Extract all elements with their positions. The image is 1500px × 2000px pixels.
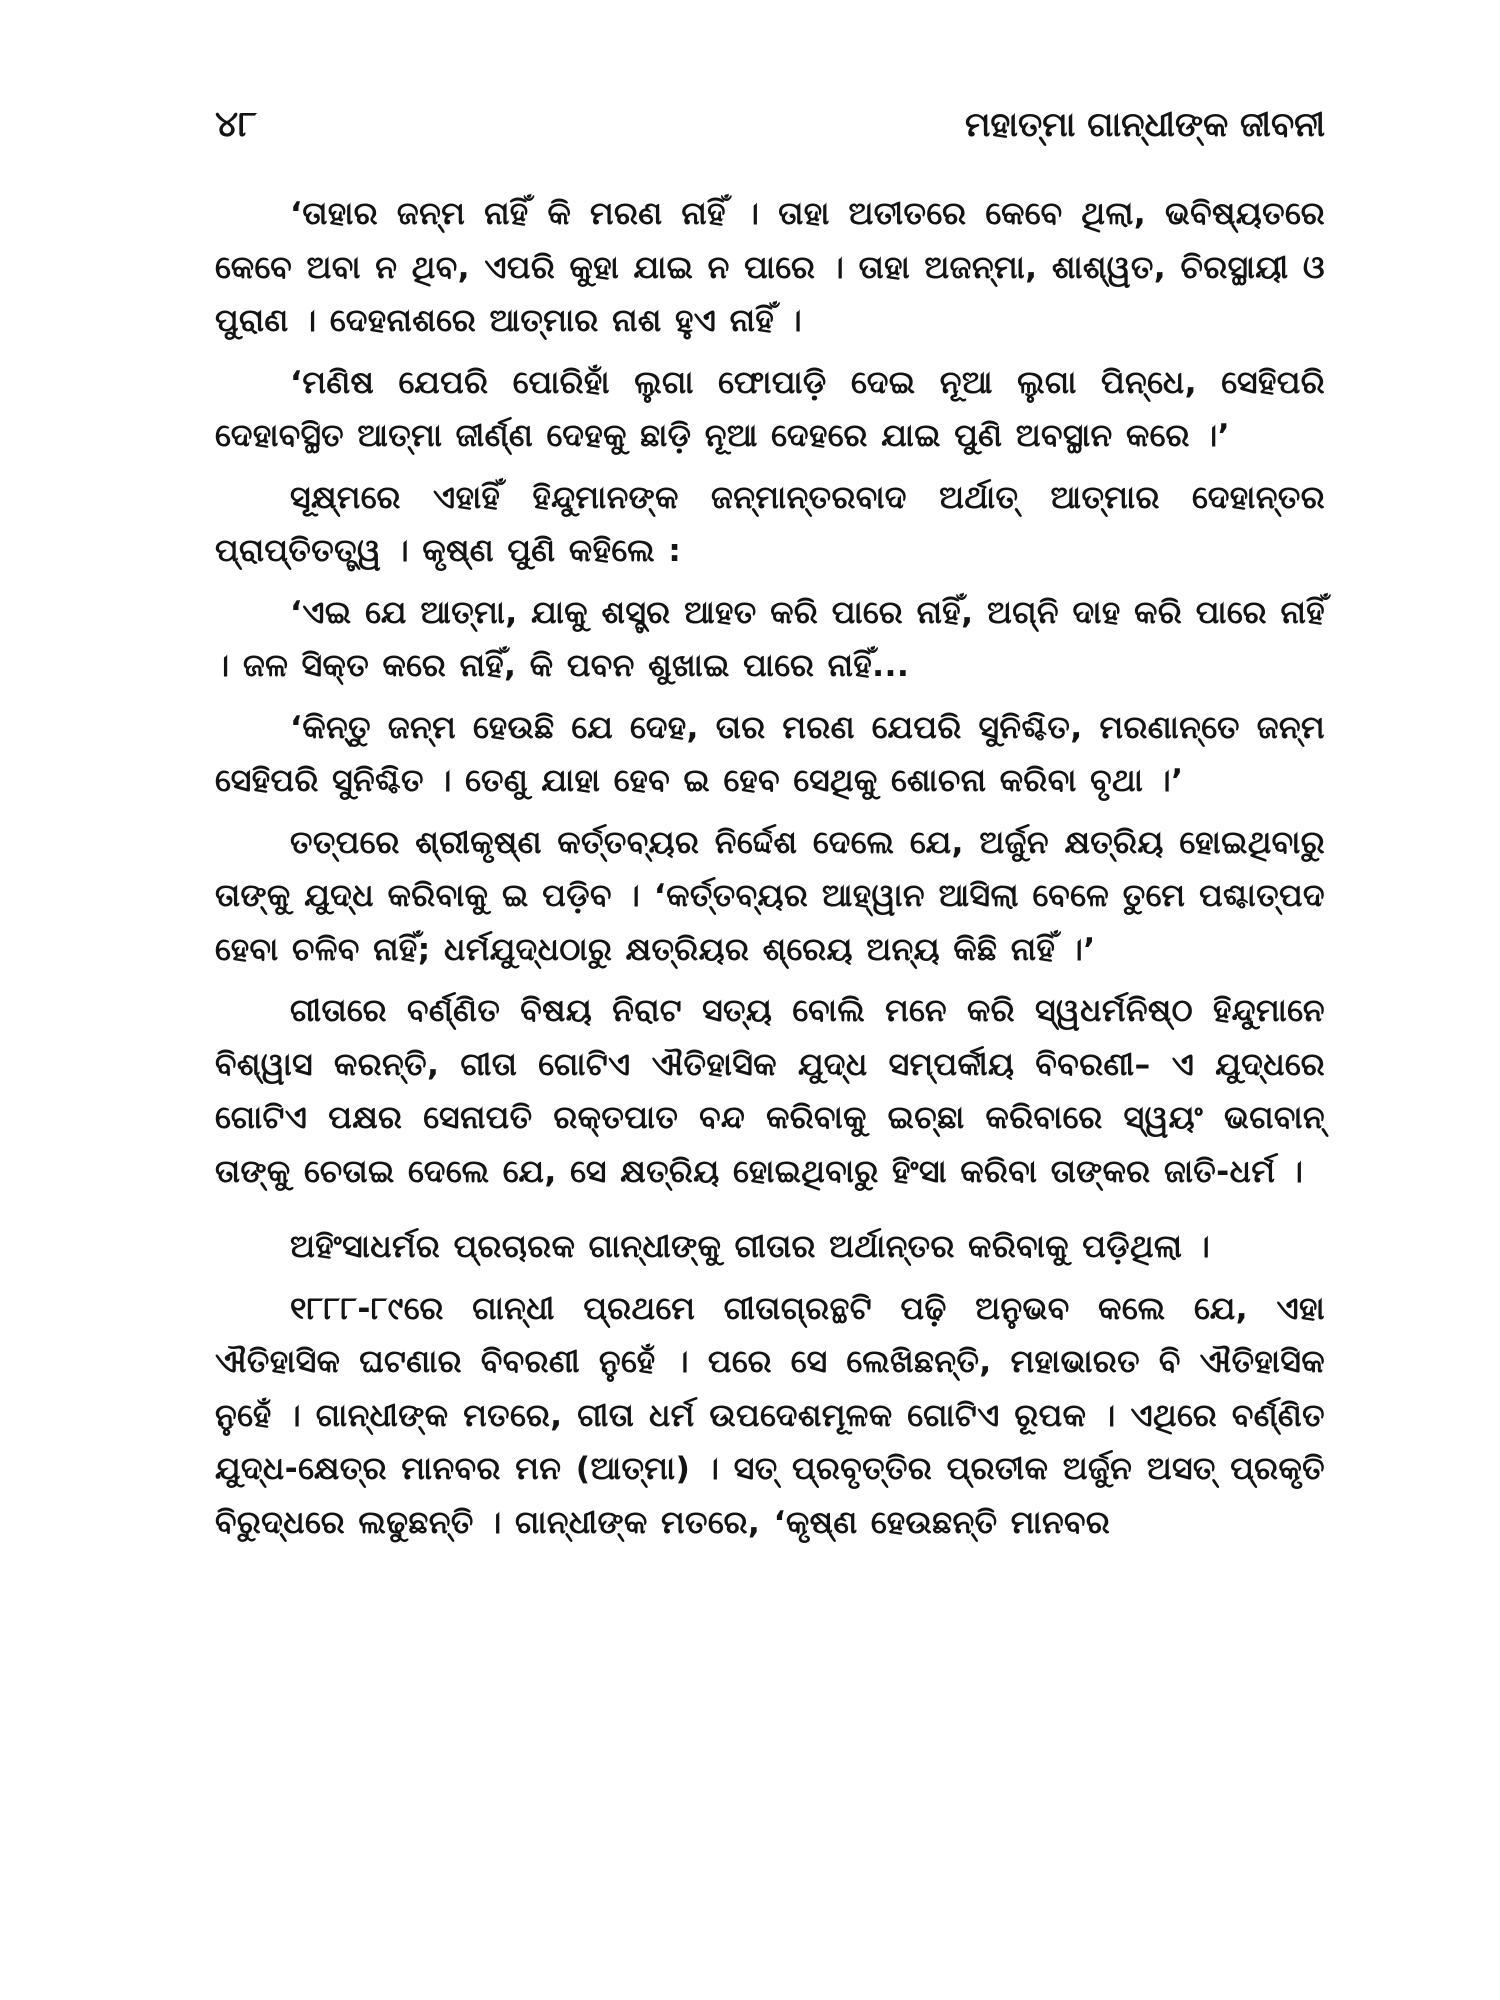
- paragraph-gita-historical-belief: ଗୀତାରେ ବର୍ଣ୍ଣିତ ବିଷୟ ନିରାଟ ସତ୍ୟ ବୋଲି ମନେ କରି ସ୍ୱଧର୍ମନିଷ୍ଠ ହିନ୍ଦୁମାନେ ବିଶ୍ୱାସ କରନ୍ତି, ଗୀତା ଗୋଟିଏ ଐତିହାସିକ ଯୁଦ୍ଧ ସମ୍ପର୍କୀୟ ବିବରଣୀ– ଏ ଯୁଦ୍ଧରେ ଗୋଟିଏ ପକ୍ଷର ସେନାପତି ରକ୍ତପାତ ବନ୍ଦ କରିବାକୁ ଇଚ୍ଛା କରିବାରେ ସ୍ୱୟଂ ଭଗବାନ୍ ତାଙ୍କୁ ଚେତାଇ ଦେଲେ ଯେ, ସେ କ୍ଷତ୍ରିୟ ହୋଇଥିବାରୁ ହିଂସା କରିବା ତାଙ୍କର ଜାତି-ଧର୍ମ ।: [215, 993, 1325, 1190]
- paragraph-rebirth-theory: ସୂକ୍ଷ୍ମରେ ଏହାହିଁ ହିନ୍ଦୁମାନଙ୍କ ଜନ୍ମାନ୍ତରବାଦ ଅର୍ଥାତ୍ ଆତ୍ମାର ଦେହାନ୍ତର ପ୍ରାପ୍ତିତତ୍ତ୍ୱ । କୃଷ୍ଣ ପୁଣି କହିଲେ :: [215, 479, 1325, 569]
- paragraph-atma-unborn: ‘ତାହାର ଜନ୍ମ ନାହିଁ କି ମରଣ ନାହିଁ । ତାହା ଅତୀତରେ କେବେ ଥିଲା, ଭବିଷ୍ୟତରେ କେବେ ଅବା ନ ଥିବ, ଏପରି କୁହା ଯାଇ ନ ପାରେ । ତାହା ଅଜନ୍ମା, ଶାଶ୍ୱତ, ଚିରସ୍ଥାୟୀ ଓ ପୁରାଣ । ଦେହନାଶରେ ଆତ୍ମାର ନାଶ ହୁଏ ନାହିଁ ।: [215, 196, 1325, 339]
- paragraph-birth-death: ‘କିନ୍ତୁ ଜନ୍ମ ହେଉଛି ଯେ ଦେହ, ତାର ମରଣ ଯେପରି ସୁନିଶ୍ଚିତ, ମରଣାନ୍ତେ ଜନ୍ମ ସେହିପରି ସୁନିଶ୍ଚିତ । ତେଣୁ ଯାହା ହେବ ଇ ହେବ ସେଥିକୁ ଶୋଚନା କରିବା ବୃଥା ।’: [215, 709, 1325, 799]
- running-head-title: ମହାତ୍ମା ଗାନ୍ଧୀଙ୍କ ଜୀବନୀ: [964, 105, 1325, 145]
- paragraph-clothes-analogy: ‘ମଣିଷ ଯେପରି ପୋରିହାଁ ଲୁଗା ଫୋପାଡ଼ି ଦେଇ ନୂଆ ଲୁଗା ପିନ୍ଧେ, ସେହିପରି ଦେହାବସ୍ଥିତ ଆତ୍ମା ଜୀର୍ଣ୍ଣ ଦେହକୁ ଛାଡ଼ି ନୂଆ ଦେହରେ ଯାଇ ପୁଣି ଅବସ୍ଥାନ କରେ ।’: [215, 364, 1325, 454]
- paragraph-atma-indestructible: ‘ଏଇ ଯେ ଆତ୍ମା, ଯାକୁ ଶସ୍ତ୍ର ଆହତ କରି ପାରେ ନାହିଁ, ଅଗ୍ନି ଦାହ କରି ପାରେ ନାହିଁ । ଜଳ ସିକ୍ତ କରେ ନାହିଁ, କି ପବନ ଶୁଖାଇ ପାରେ ନାହିଁ...: [215, 594, 1325, 684]
- paragraph-ahimsa-reinterpretation: ଅହିଂସାଧର୍ମର ପ୍ରଚାରକ ଗାନ୍ଧୀଙ୍କୁ ଗୀତାର ଅର୍ଥାନ୍ତର କରିବାକୁ ପଡ଼ିଥିଲା ।: [290, 1229, 1211, 1265]
- page-header: [215, 100, 1325, 150]
- body-text: [215, 188, 1325, 1550]
- page-number: ୪୮: [215, 104, 257, 145]
- paragraph-kshatriya-duty: ତତ୍ପରେ ଶ୍ରୀକୃଷ୍ଣ କର୍ତ୍ତବ୍ୟର ନିର୍ଦ୍ଦେଶ ଦେଲେ ଯେ, ଅର୍ଜୁନ କ୍ଷତ୍ରିୟ ହୋଇଥିବାରୁ ତାଙ୍କୁ ଯୁଦ୍ଧ କରିବାକୁ ଇ ପଡ଼ିବ । ‘କର୍ତ୍ତବ୍ୟର ଆହ୍ୱାନ ଆସିଲା ବେଳେ ତୁମେ ପଶ୍ଚାତ୍‌ପଦ ହେବା ଚଳିବ ନାହିଁ; ଧର୍ମଯୁଦ୍ଧଠାରୁ କ୍ଷତ୍ରିୟର ଶ୍ରେୟ ଅନ୍ୟ କିଛି ନାହିଁ ।’: [215, 824, 1325, 968]
- paragraph-gandhi-gita-allegory: ୧୮୮୮-୮୯ରେ ଗାନ୍ଧୀ ପ୍ରଥମେ ଗୀତାଗ୍ରନ୍ଥଟି ପଢ଼ି ଅନୁଭବ କଲେ ଯେ, ଏହା ଐତିହାସିକ ଘଟଣାର ବିବରଣୀ ନୁହେଁ । ପରେ ସେ ଲେଖିଛନ୍ତି, ମହାଭାରତ ବି ଐତିହାସିକ ନୁହେଁ । ଗାନ୍ଧୀଙ୍କ ମତରେ, ଗୀତା ଧର୍ମ ଉପଦେଶମୂଳକ ଗୋଟିଏ ରୂପକ । ଏଥିରେ ବର୍ଣ୍ଣିତ ଯୁଦ୍ଧ-କ୍ଷେତ୍ର ମାନବର ମନ (ଆତ୍ମା) । ସତ୍ ପ୍ରବୃତ୍ତିର ପ୍ରତୀକ ଅର୍ଜୁନ ଅସତ୍ ପ୍ରକୃତି ବିରୁଦ୍ଧରେ ଲଢୁଛନ୍ତି । ଗାନ୍ଧୀଙ୍କ ମତରେ, ‘କୃଷ୍ଣ ହେଉଛନ୍ତି ମାନବର: [215, 1290, 1325, 1541]
